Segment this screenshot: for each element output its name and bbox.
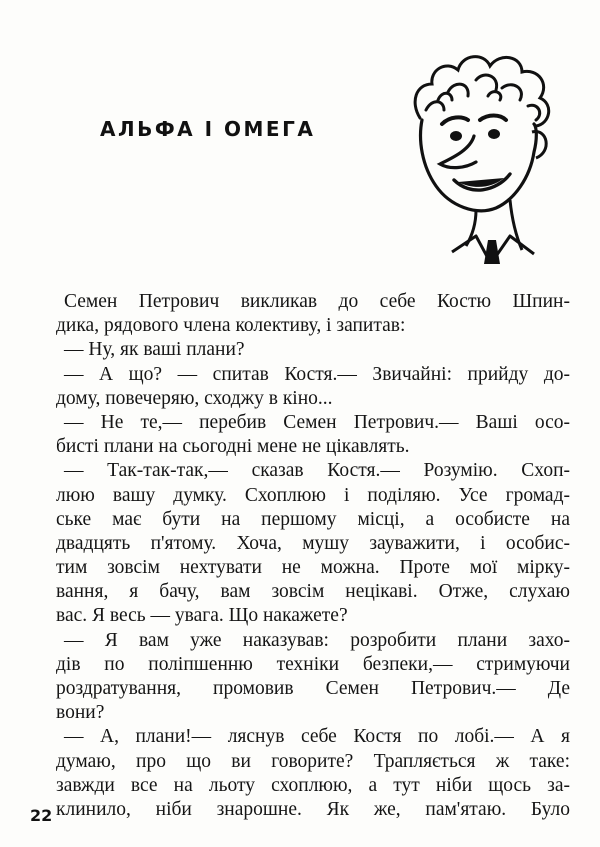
text-line: дому, повечеряю, сходжу в кіно...: [56, 387, 333, 409]
page-number: 22: [30, 806, 53, 825]
story-title: АЛЬФА І ОМЕГА: [100, 117, 316, 141]
text-line: вас. Я весь — увага. Що накажете?: [56, 605, 348, 627]
text-line: думаю, про що ви говорите? Трапляється ж таке:: [56, 750, 570, 772]
text-line: люю вашу думку. Схоплюю і поділяю. Усе громад-: [56, 484, 570, 506]
story-body: [56, 290, 570, 822]
text-line: тим зовсім нехтувати не можна. Проте мої мірку-: [56, 557, 570, 579]
text-line: бисті плани на сьогодні мене не цікавлять.: [56, 436, 410, 458]
text-line: дика, рядового члена колективу, і запитав:: [56, 315, 406, 337]
text-line: двадцять п'ятому. Хоча, мушу зауважити, і особис-: [56, 532, 570, 554]
text-line: роздратування, промовив Семен Петрович.— Де: [56, 678, 570, 699]
text-line: — Я вам уже наказував: розробити плани захо-: [64, 629, 570, 651]
text-line: дів по поліпшенню техніки безпеки,— стримуючи: [56, 653, 570, 675]
text-line: клинило, ніби знарошне. Як же, пам'ятаю. Було: [56, 798, 570, 820]
text-line: — Так-так-так,— сказав Костя.— Розумію. Схоп-: [64, 460, 570, 482]
text-line: завжди все на льоту схоплюю, а тут ніби щось за-: [56, 774, 570, 796]
text-line: — А що? — спитав Костя.— Звичайні: прийду до-: [64, 363, 570, 385]
text-line: — Не те,— перебив Семен Петрович.— Ваші осо-: [64, 411, 570, 433]
caricature-illustration: [392, 40, 582, 265]
text-line: Семен Петрович викликав до себе Костю Шпин-: [64, 291, 570, 312]
text-line: ське має бути на першому місці, а особисте на: [56, 508, 570, 530]
text-line: вони?: [56, 702, 105, 724]
text-line: вання, я бачу, вам зовсім нецікаві. Отже, слухаю: [56, 581, 570, 603]
text-line: — Ну, як ваші плани?: [64, 339, 245, 361]
text-line: — А, плани!— ляснув себе Костя по лобі.— А я: [64, 726, 570, 748]
